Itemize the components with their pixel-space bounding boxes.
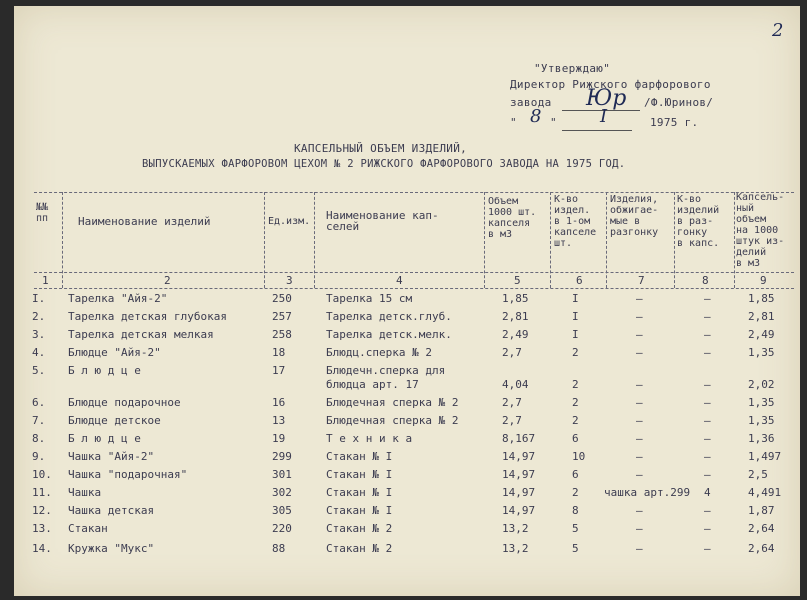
- table-header-rule: [34, 272, 794, 273]
- date-year: 1975 г.: [650, 116, 699, 129]
- cell-fired-separately: –: [636, 328, 643, 341]
- cell-capsule-name: Тарелка 15 см: [326, 292, 413, 305]
- table-row: [14, 504, 800, 522]
- cell-qty-separately: –: [704, 310, 711, 323]
- cell-qty-separately: –: [704, 432, 711, 445]
- cell-unit: 19: [272, 432, 286, 445]
- cell-capsule-volume: 14,97: [502, 450, 536, 463]
- cell-unit: 88: [272, 542, 286, 555]
- cell-item-name: Блюдце подарочное: [68, 396, 181, 409]
- header-volume: Объем 1000 шт. капселя в м3: [488, 196, 537, 240]
- date-day: 8: [530, 106, 542, 127]
- col-divider-5: [550, 192, 551, 288]
- cell-unit: 250: [272, 292, 292, 305]
- cell-row-number: 10.: [32, 468, 52, 481]
- date-underline: [562, 130, 632, 131]
- cell-unit: 13: [272, 414, 286, 427]
- table-row: [14, 486, 800, 504]
- cell-qty-per-capsule: 5: [572, 522, 579, 535]
- colnum-6: 6: [576, 274, 583, 287]
- cell-fired-separately: –: [636, 292, 643, 305]
- cell-qty-separately: –: [704, 328, 711, 341]
- header-number: №№ пп: [36, 202, 49, 224]
- cell-row-number: 6.: [32, 396, 46, 409]
- col-divider-1: [62, 192, 63, 288]
- cell-volume-per-1000: 4,491: [748, 486, 782, 499]
- cell-fired-separately: –: [636, 346, 643, 359]
- cell-qty-per-capsule: I: [572, 292, 579, 305]
- cell-item-name: Блюдце детское: [68, 414, 161, 427]
- cell-qty-per-capsule: I: [572, 328, 579, 341]
- col-divider-4: [484, 192, 485, 288]
- col-divider-7: [674, 192, 675, 288]
- table-row: [14, 378, 800, 396]
- cell-unit: 17: [272, 364, 286, 377]
- cell-unit: 257: [272, 310, 292, 323]
- cell-capsule-name: Блюдечн.сперка для: [326, 364, 446, 377]
- cell-capsule-volume: 4,04: [502, 378, 529, 391]
- cell-volume-per-1000: 2,49: [748, 328, 775, 341]
- cell-qty-per-capsule: 6: [572, 468, 579, 481]
- cell-qty-separately: –: [704, 522, 711, 535]
- colnum-7: 7: [638, 274, 645, 287]
- table-row: [14, 396, 800, 414]
- cell-fired-separately: –: [636, 504, 643, 517]
- cell-row-number: 2.: [32, 310, 46, 323]
- date-close-quote: ": [550, 116, 557, 129]
- title-line-2: ВЫПУСКАЕМЫХ ФАРФОРОВОМ ЦЕХОМ № 2 РИЖСКОГО ФАРФОРОВОГО ЗАВОДА НА 1975 ГОД.: [142, 158, 626, 170]
- cell-volume-per-1000: 2,02: [748, 378, 775, 391]
- cell-capsule-name: Стакан № I: [326, 468, 393, 481]
- cell-row-number: 11.: [32, 486, 52, 499]
- table-row: [14, 346, 800, 364]
- colnum-9: 9: [760, 274, 767, 287]
- col-divider-3: [314, 192, 315, 288]
- cell-fired-separately: –: [636, 310, 643, 323]
- cell-qty-separately: –: [704, 414, 711, 427]
- table-row: [14, 432, 800, 450]
- cell-capsule-volume: 2,81: [502, 310, 529, 323]
- cell-capsule-volume: 14,97: [502, 486, 536, 499]
- cell-row-number: 4.: [32, 346, 46, 359]
- cell-volume-per-1000: 1,35: [748, 346, 775, 359]
- approval-line-2: Директор Рижского фарфорового: [510, 78, 711, 91]
- cell-capsule-volume: 2,49: [502, 328, 529, 341]
- cell-row-number: 13.: [32, 522, 52, 535]
- colnum-3: 3: [286, 274, 293, 287]
- table-row: [14, 310, 800, 328]
- approval-name: /Ф.Юринов/: [644, 96, 714, 109]
- cell-qty-per-capsule: 2: [572, 414, 579, 427]
- cell-unit: 16: [272, 396, 286, 409]
- approval-line-1: "Утверждаю": [534, 62, 611, 75]
- cell-unit: 258: [272, 328, 292, 341]
- cell-capsule-name: Стакан № I: [326, 450, 393, 463]
- cell-capsule-name: Блюдечная сперка № 2: [326, 414, 459, 427]
- cell-qty-per-capsule: 2: [572, 486, 579, 499]
- cell-row-number: 5.: [32, 364, 46, 377]
- cell-capsule-volume: 1,85: [502, 292, 529, 305]
- header-fired-separately: Изделия, обжигае- мые в разгонку: [610, 194, 659, 238]
- cell-unit: 301: [272, 468, 292, 481]
- cell-unit: 220: [272, 522, 292, 535]
- cell-volume-per-1000: 1,87: [748, 504, 775, 517]
- cell-item-name: Блюдце "Айя-2": [68, 346, 161, 359]
- cell-fired-separately: –: [636, 378, 643, 391]
- colnum-2: 2: [164, 274, 171, 287]
- cell-fired-separately: –: [636, 542, 643, 555]
- cell-fired-separately: чашка арт.299: [604, 486, 691, 499]
- cell-volume-per-1000: 1,35: [748, 414, 775, 427]
- cell-qty-per-capsule: 2: [572, 346, 579, 359]
- cell-item-name: Чашка "подарочная": [68, 468, 188, 481]
- cell-item-name: Стакан: [68, 522, 108, 535]
- table-row: [14, 468, 800, 486]
- table-row: [14, 522, 800, 540]
- cell-qty-per-capsule: 8: [572, 504, 579, 517]
- cell-item-name: Кружка "Мукс": [68, 542, 155, 555]
- cell-fired-separately: –: [636, 450, 643, 463]
- cell-qty-per-capsule: 6: [572, 432, 579, 445]
- cell-qty-per-capsule: I: [572, 310, 579, 323]
- cell-capsule-volume: 14,97: [502, 468, 536, 481]
- cell-row-number: 8.: [32, 432, 46, 445]
- cell-item-name: Чашка детская: [68, 504, 155, 517]
- date-open-quote: ": [510, 116, 517, 129]
- cell-qty-separately: –: [704, 396, 711, 409]
- cell-capsule-volume: 14,97: [502, 504, 536, 517]
- cell-capsule-name: Стакан № I: [326, 504, 393, 517]
- cell-item-name: Б л ю д ц е: [68, 432, 141, 445]
- cell-row-number: 9.: [32, 450, 46, 463]
- cell-capsule-name: Стакан № 2: [326, 522, 393, 535]
- cell-capsule-volume: 13,2: [502, 522, 529, 535]
- cell-qty-separately: –: [704, 504, 711, 517]
- colnum-4: 4: [396, 274, 403, 287]
- cell-row-number: I.: [32, 292, 46, 305]
- cell-qty-separately: –: [704, 542, 711, 555]
- cell-fired-separately: –: [636, 396, 643, 409]
- page-number: 2: [772, 20, 784, 41]
- colnum-8: 8: [702, 274, 709, 287]
- signature: Юр: [586, 86, 627, 111]
- cell-capsule-name: Тарелка детск.глуб.: [326, 310, 452, 323]
- cell-volume-per-1000: 2,81: [748, 310, 775, 323]
- cell-unit: 302: [272, 486, 292, 499]
- header-item-name: Наименование изделий: [78, 215, 211, 228]
- col-divider-6: [606, 192, 607, 288]
- cell-capsule-name: Стакан № 2: [326, 542, 393, 555]
- cell-row-number: 7.: [32, 414, 46, 427]
- cell-qty-separately: 4: [704, 486, 711, 499]
- title-line-1: КАПСЕЛЬНЫЙ ОБЪЕМ ИЗДЕЛИЙ,: [294, 142, 468, 155]
- cell-qty-per-capsule: 5: [572, 542, 579, 555]
- cell-qty-separately: –: [704, 292, 711, 305]
- cell-qty-separately: –: [704, 378, 711, 391]
- cell-qty-separately: –: [704, 346, 711, 359]
- cell-item-name: Чашка: [68, 486, 102, 499]
- cell-capsule-name: Тарелка детск.мелк.: [326, 328, 452, 341]
- table-row: [14, 292, 800, 310]
- cell-item-name: Тарелка детская мелкая: [68, 328, 214, 341]
- table-row: [14, 328, 800, 346]
- cell-qty-per-capsule: 2: [572, 396, 579, 409]
- cell-item-name: Чашка "Айя-2": [68, 450, 155, 463]
- document-sheet: [14, 6, 800, 596]
- colnum-1: 1: [42, 274, 49, 287]
- col-divider-8: [734, 192, 735, 288]
- cell-capsule-volume: 2,7: [502, 346, 522, 359]
- header-capsule-name: Наименование кап- селей: [326, 209, 439, 233]
- approval-line-3-prefix: завода: [510, 96, 552, 109]
- cell-volume-per-1000: 2,64: [748, 542, 775, 555]
- cell-fired-separately: –: [636, 522, 643, 535]
- cell-qty-separately: –: [704, 450, 711, 463]
- cell-unit: 305: [272, 504, 292, 517]
- cell-row-number: 14.: [32, 542, 52, 555]
- cell-capsule-volume: 8,167: [502, 432, 536, 445]
- cell-item-name: Б л ю д ц е: [68, 364, 141, 377]
- cell-capsule-volume: 2,7: [502, 414, 522, 427]
- cell-capsule-name: блюдца арт. 17: [326, 378, 419, 391]
- table-colnum-rule: [34, 288, 794, 289]
- cell-volume-per-1000: 2,64: [748, 522, 775, 535]
- cell-fired-separately: –: [636, 414, 643, 427]
- cell-capsule-name: Стакан № I: [326, 486, 393, 499]
- cell-item-name: Тарелка детская глубокая: [68, 310, 227, 323]
- date-month: I: [600, 106, 608, 127]
- cell-volume-per-1000: 1,35: [748, 396, 775, 409]
- header-qty-per-capsule: К-во издел. в 1-ом капселе шт.: [554, 194, 597, 249]
- cell-volume-per-1000: 2,5: [748, 468, 768, 481]
- cell-volume-per-1000: 1,497: [748, 450, 782, 463]
- header-capsule-volume: Капсель- ный объем на 1000 штук из- делий в м3: [736, 192, 785, 269]
- table-top-rule: [34, 192, 794, 193]
- cell-item-name: Тарелка "Айя-2": [68, 292, 168, 305]
- cell-unit: 299: [272, 450, 292, 463]
- colnum-5: 5: [514, 274, 521, 287]
- cell-capsule-name: Блюдечная сперка № 2: [326, 396, 459, 409]
- cell-unit: 18: [272, 346, 286, 359]
- cell-qty-separately: –: [704, 468, 711, 481]
- cell-row-number: 12.: [32, 504, 52, 517]
- cell-qty-per-capsule: 10: [572, 450, 586, 463]
- cell-capsule-volume: 2,7: [502, 396, 522, 409]
- cell-qty-per-capsule: 2: [572, 378, 579, 391]
- cell-volume-per-1000: 1,85: [748, 292, 775, 305]
- header-unit: Ед.изм.: [268, 216, 311, 227]
- table-row: [14, 450, 800, 468]
- cell-capsule-volume: 13,2: [502, 542, 529, 555]
- col-divider-2: [264, 192, 265, 288]
- cell-fired-separately: –: [636, 432, 643, 445]
- table-row: [14, 542, 800, 560]
- cell-row-number: 3.: [32, 328, 46, 341]
- cell-volume-per-1000: 1,36: [748, 432, 775, 445]
- table-row: [14, 414, 800, 432]
- cell-capsule-name: Т е х н и к а: [326, 432, 413, 445]
- cell-fired-separately: –: [636, 468, 643, 481]
- cell-capsule-name: Блюдц.сперка № 2: [326, 346, 432, 359]
- header-qty-separately: К-во изделий в раз- гонку в капс.: [677, 194, 720, 249]
